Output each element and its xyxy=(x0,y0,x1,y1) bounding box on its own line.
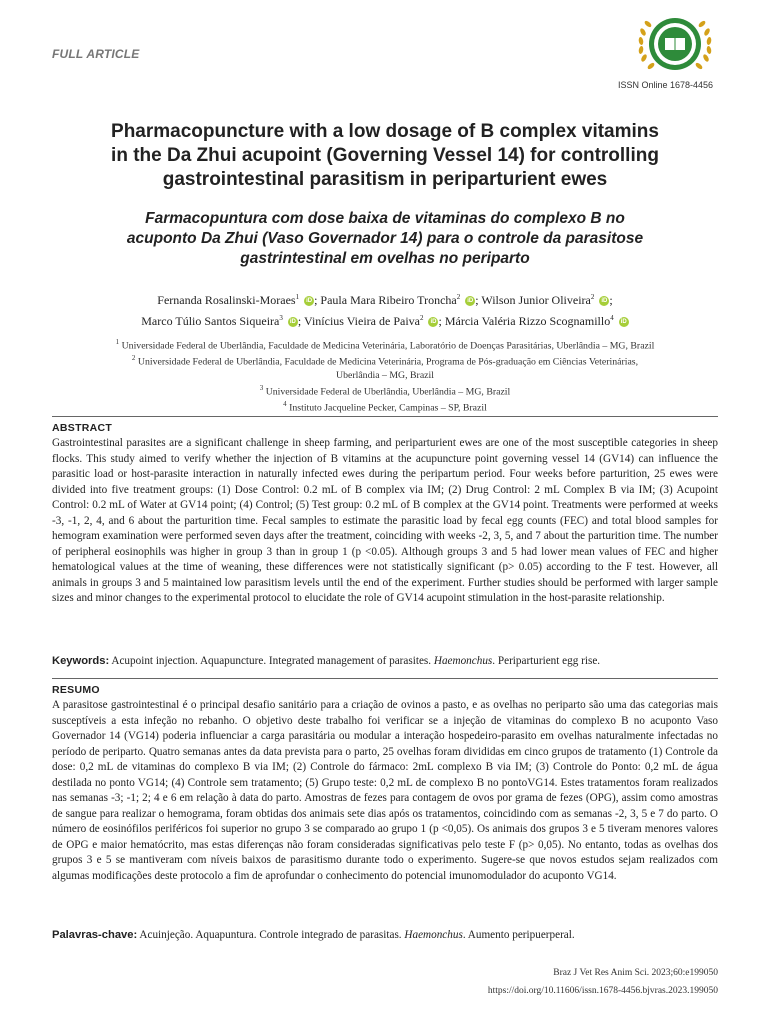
divider xyxy=(52,416,718,417)
article-type-label: FULL ARTICLE xyxy=(52,47,140,61)
article-title: Pharmacopuncture with a low dosage of B complex vitamins in the Da Zhui acupoint (Governing Vessel 14) for controlling gastrointestinal parasitism in periparturient ewes xyxy=(111,121,659,190)
author-name: Vinícius Vieira de Paiva xyxy=(304,314,420,328)
affiliation-3: $^3$ Universidade Federal de Uberlândia, Uberlândia – MG, Brazil xyxy=(259,383,511,397)
orcid-icon[interactable]: iD xyxy=(601,298,608,305)
journal-citation: Braz J Vet Res Anim Sci. 2023;60:e199050 xyxy=(553,968,718,978)
orcid-icon[interactable]: iD xyxy=(306,298,313,305)
author-name: Márcia Valéria Rizzo Scognamillo xyxy=(444,314,611,328)
journal-seal-logo xyxy=(630,10,720,80)
author-name: Marco Túlio Santos Siqueira xyxy=(141,314,280,328)
resumo-text: A parasitose gastrointestinal é o principal desafio sanitário para a criação de ovinos a pasto, e as ovelhas no periparto são uma das categorias mais susceptíveis a esta infeção no rebanho. O objetivo deste trabalho foi verificar se a injeção de vitaminas do complexo B no acuponto Vaso Governador 14 (VG14) poderia influenciar a carga parasitária ou modular a interação hospedeiro-parasito em ovelhas naturalmente infectadas no período de periparto. Quatro semanas antes da data prevista para o parto, 25 ovelhas foram divididas em cinco grupos de tratamento (1) Controle da dose: 0,2 mL de vitaminas do complexo B via IM; (2) Controle do fármaco: 2mL complexo B via IM; (3) Controle do Ponto: 0,2 mL de água destilada no ponto VG14; (4) Controle sem tratamento; (5) Grupo teste: 0,2 mL de complexo B no pontoVG14. Estes tratamentos foram realizados nas semanas -3; -1; 2; 4 e 6 em relação à data do parto. Amostras de fezes para contagem de ovos por grama de fezes (OPG), assim como amostras de sangue para realizar o hemograma, foram obtidas dos animais sete dias após os tratamentos, coincidindo com as semanas -2, 3, 5 e 7 do parto. O número de eosinófilos periféricos foi superior no grupo 3 se comparado ao grupo 1 (p <0,05). Os animais dos grupos 3 e 5 tiveram menores valores de OPG e maior hematócrito, mas estas diferenças não foram consideradas significativas pelo teste F (p> 0,05). No entanto, todas as ovelhas dos grupos 3 e 5 se mantiveram com níveis baixos de parasitismo durante todo o experimento. Sugere-se que novos estudos sejam realizados com algumas modificações deste protocolo a fim de aprofundar o conhecimento do potencial imunomodulador do acuponto VG14. xyxy=(52,699,718,882)
affiliation-4: $^4$ Instituto Jacqueline Pecker, Campinas – SP, Brazil xyxy=(283,399,487,414)
doi-link[interactable]: https://doi.org/10.11606/issn.1678-4456.bjvras.2023.199050 xyxy=(487,986,718,996)
author-name: Wilson Junior Oliveira xyxy=(481,293,591,307)
abstract-text: Gastrointestinal parasites are a significant challenge in sheep farming, and periparturient ewes are one of the most susceptible categories in sheep flocks. This study aimed to verify whether the injection of B vitamins at the acupuncture point governing vessel 14 (GV14) can influence the parasitic load or host-parasite interaction in naturally infected ewes during the peripartum period. Four weeks before parturition, 25 ewes were divided into five treatment groups: (1) Dose Control: 0.2 mL of B complex via IM; (2) Drug Control: 2 mL Complex B via IM; (3) Acupoint Control: 0.2 mL of Water at GV14 point; (4) Control; (5) Test group: 0.2 mL of B complex at the GV14 point. Treatments were performed at weeks -3, -1, 2, 4, and 6 about the parturition time. Fecal samples to estimate the parasitic load by fecal egg counts (FEC) and total blood samples for hemogram examination were performed seven days after the treatment, coinciding with weeks -2, 3, 5, and 7 about the parturition time. The number of peripheral eosinophils was higher in group 3 than in group 1 (p <0.05). Although groups 3 and 5 had lower mean values of FEC and higher hematological values at the time of weaning, these differences were not statistically significant (p> 0.05) according to the F test. However, all animals in groups 3 and 5 maintained low parasitism levels until the end of the experiment. Further studies should be performed with larger sample sizes and minor changes to the experimental protocol to elucidate the role of GV14 acupoint stimulation in the host-parasite relationship. xyxy=(52,437,718,604)
affiliation-2-cont: Uberlândia – MG, Brazil xyxy=(336,369,434,381)
orcid-icon[interactable]: iD xyxy=(620,319,627,326)
orcid-icon[interactable]: iD xyxy=(289,319,296,326)
orcid-icon[interactable]: iD xyxy=(430,319,437,326)
orcid-icon[interactable]: iD xyxy=(467,298,474,305)
author-list: Fernanda Rosalinski-Moraes$^1$ iD ; Paula Mara Ribeiro Troncha$^2$ iD ; Wilson Junior Oliveira$^2$ iD ; Marco Túlio Santos Siqueira$^3$ iD ; Vinícius Vieira de Paiva$^2$ iD ; Márcia Valéria Rizzo Scognamillo$^4$ iD xyxy=(141,293,627,328)
resumo-heading: RESUMO xyxy=(52,684,100,696)
author-name: Paula Mara Ribeiro Troncha xyxy=(320,293,457,307)
affiliation-2: $^2$ Universidade Federal de Uberlândia, Faculdade de Medicina Veterinária, Programa de Pós-graduação em Ciências Veterinárias, xyxy=(131,354,639,368)
issn: ISSN Online 1678-4456 xyxy=(618,80,714,90)
resumo-keywords: Palavras-chave: Acuinjeção. Aquapuntura. Controle integrado de parasitas. Haemonchus. Aumento peripuerperal. xyxy=(52,929,575,941)
abstract-heading: ABSTRACT xyxy=(52,422,113,434)
affiliation-1: $^1$ Universidade Federal de Uberlândia, Faculdade de Medicina Veterinária, Laboratório de Doenças Parasitárias, Uberlândia – MG, Brazil xyxy=(115,338,655,352)
divider xyxy=(52,678,718,679)
article-subtitle: Farmacopuntura com dose baixa de vitaminas do complexo B no acuponto Da Zhui (Vaso Governador 14) para o controle da parasitose gastrintestinal em ovelhas no periparto xyxy=(126,210,644,267)
author-name: Fernanda Rosalinski-Moraes xyxy=(157,293,296,307)
abstract-keywords: Keywords: Acupoint injection. Aquapuncture. Integrated management of parasites. Haemonchus. Periparturient egg rise. xyxy=(52,655,601,667)
affiliations xyxy=(60,336,710,414)
